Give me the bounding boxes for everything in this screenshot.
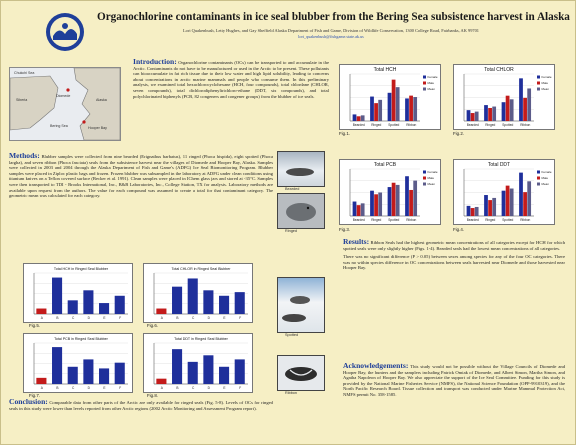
bar: [519, 78, 523, 121]
bar: [392, 80, 396, 121]
bar: [83, 290, 93, 314]
bar: [361, 115, 365, 121]
category-label: C: [72, 386, 75, 390]
category-label: C: [192, 386, 195, 390]
figure-label: Fig.5.: [29, 323, 40, 328]
bar: [203, 290, 213, 314]
figure-label: Fig.7.: [29, 393, 40, 398]
category-label: Ribbon: [520, 123, 531, 127]
chart-ringed-ddt: [143, 333, 253, 393]
figure-label: Fig.6.: [147, 323, 158, 328]
bar: [396, 87, 400, 121]
category-label: F: [239, 386, 242, 390]
category-label: E: [103, 316, 106, 320]
bar: [83, 359, 93, 384]
bar: [219, 296, 229, 314]
category-label: Bearded: [466, 218, 479, 222]
map-label: Alaska: [96, 98, 107, 102]
bar: [392, 183, 396, 216]
figure-label: Fig.1.: [339, 131, 350, 136]
bar: [357, 116, 361, 121]
chart-ringed-hch: [23, 263, 133, 323]
category-label: B: [176, 386, 179, 390]
acknowledgements-section: [343, 363, 565, 398]
legend-label: Male: [541, 81, 549, 85]
category-label: Bearded: [352, 123, 365, 127]
bar: [523, 98, 527, 121]
legend-swatch: [423, 76, 426, 79]
map-label: Bering Sea: [50, 124, 68, 128]
bar: [68, 367, 78, 384]
figure-label: Fig.4.: [453, 227, 464, 232]
map-label: Diomede: [56, 94, 71, 98]
bar: [52, 347, 62, 384]
bar: [475, 207, 479, 216]
category-label: E: [103, 386, 106, 390]
chart-svg: [144, 264, 252, 322]
legend-swatch: [537, 183, 540, 186]
category-label: Ribbon: [406, 218, 417, 222]
chart-title: Total DDT: [487, 162, 511, 168]
study-area-map: [9, 67, 121, 141]
figure-label: Fig.3.: [339, 227, 350, 232]
category-label: D: [207, 316, 210, 320]
results-section: [343, 239, 565, 271]
category-label: C: [192, 316, 195, 320]
chart-title: Total PCB in Ringed Seal Blubber: [54, 337, 108, 341]
bar: [484, 105, 488, 121]
bar: [115, 363, 125, 384]
legend-swatch: [423, 88, 426, 91]
category-label: Ribbon: [520, 218, 531, 222]
photo-caption: Ribbon: [285, 391, 298, 395]
bar: [370, 191, 374, 216]
bar: [374, 194, 378, 216]
legend-swatch: [423, 177, 426, 180]
spotted-seal-photo: [277, 277, 325, 333]
introduction-text: Organochlorine contaminants (OCs) can be transported to and accumulate in the Arctic. Contaminants do not have to be manufactured or used in the Arctic to be present. These pollutants can bioaccumulate in fat rich tissue due to their low water and high lipid solubility, leading to concerns about concentrations in arctic marine mammals and people who consume them. In this preliminary analysis, we examined total hexachlorocyclohexane (HCH, four compounds), total chlordane (CHLOR, seven compounds), total dichlorodiphenyltrichloro-ethane (DDT, six compounds), and total polychlorinated biphenyls (PCB, 82 congeners and congener groups) from the blubber of ice seals.: [133, 60, 329, 99]
map-label: Chukchi Sea: [14, 71, 35, 75]
legend-label: Mean: [541, 182, 550, 186]
category-label: C: [72, 316, 75, 320]
bar: [188, 362, 198, 384]
bar: [396, 185, 400, 216]
results-text: Ribbon Seals had the highest geometric mean concentrations of all categories except for HCH for which spotted seals were only slightly higher (Figs. 1-4). Bearded seals had the lowest mean concentrations of all categories.: [343, 240, 565, 251]
chart-title: Total CHLOR in Ringed Seal Blubber: [171, 267, 231, 271]
category-label: Bearded: [466, 123, 479, 127]
methods-text: Blubber samples were collected from nine bearded (Erignathus barbatus), 11 ringed (Phoca hispida), eight spotted (Phoca largha), and seven ribbon (Phoca fasciata) seals from the subsistence harvest near the villages of Diomede and Hooper Bay, Alaska. Samples were collected in 2003 and 2004 through the Alaska Department of Fish and Game's (ADFG) Ice Seal Biomonitoring Program. Blubber samples were placed in Ziploc plastic bags and frozen. Frozen blubber was subsampled in the laboratory at ADFG under clean conditions using titanium knives on a Teflon covered surface (Becker et al. 1991). Clean samples were placed in IChem glass jars and stored at -35°C. Samples were then transported to TDI - Brooks International, Inc., B&B Laboratories, Inc., College Station, TX for analysis. Laboratory methods are available upon request from the authors. The value for each compound was assumed to create a total for that contaminant category. The geometric mean was calculated for each category.: [9, 154, 273, 199]
results-heading: Results:: [343, 237, 370, 246]
photo-caption: Ringed: [285, 229, 298, 233]
ribbon-seal-photo: [277, 355, 325, 391]
legend-label: Female: [541, 170, 552, 174]
bar: [467, 110, 471, 121]
chart-svg: [454, 160, 554, 224]
legend-swatch: [537, 171, 540, 174]
bar: [388, 187, 392, 216]
legend-label: Female: [541, 75, 552, 79]
bar: [471, 113, 475, 121]
bar: [510, 99, 514, 121]
category-label: A: [160, 316, 163, 320]
figure-label: Fig.8.: [147, 393, 158, 398]
bar: [409, 190, 413, 216]
category-label: A: [40, 386, 43, 390]
chart-svg: [24, 264, 132, 322]
bar: [519, 173, 523, 216]
category-label: D: [87, 316, 90, 320]
chart-title: Total HCH in Ringed Seal Blubber: [53, 267, 109, 271]
category-label: E: [223, 386, 226, 390]
figure-label: Fig.2.: [453, 131, 464, 136]
chart-title: Total HCH: [373, 67, 397, 73]
chart-ringed-pcb: [23, 333, 133, 393]
bar: [475, 112, 479, 121]
bar: [492, 107, 496, 121]
bar: [413, 97, 417, 121]
chart-ringed-chlor: [143, 263, 253, 323]
chart-svg: [340, 65, 440, 129]
legend-label: Mean: [427, 87, 436, 91]
bar: [353, 114, 357, 121]
category-label: Ribbon: [406, 123, 417, 127]
category-label: D: [87, 386, 90, 390]
category-label: D: [207, 386, 210, 390]
bar: [488, 108, 492, 121]
chart-svg: [144, 334, 252, 392]
category-label: Spotted: [388, 218, 400, 222]
bar: [235, 359, 245, 384]
bar: [172, 287, 182, 314]
bar: [172, 349, 182, 384]
legend-swatch: [537, 76, 540, 79]
category-label: B: [176, 316, 179, 320]
legend-label: Female: [427, 75, 438, 79]
bar: [492, 198, 496, 216]
bar: [527, 181, 531, 216]
conclusion-text: Comparable data from other parts of the Arctic are only available for ringed seals (Fig. 5-8). Levels of OCs for ringed seals in this study were lower than levels reported from other Arctic regions (2002 Arctic Monitoring and Assessment Program report).: [9, 400, 273, 411]
chart-title: Total DDT in Ringed Seal Blubber: [174, 337, 228, 341]
introduction-heading: Introduction:: [133, 57, 177, 66]
bar: [467, 206, 471, 216]
authors-line: Lori Quakenbush, Letty Hughes, and Gay Sheffield Alaska Department of Fish and Game, Division of Wildlife Conservation, 1300 College Road, Fairbanks, AK 99701: [183, 28, 479, 33]
legend-label: Mean: [427, 182, 436, 186]
bar: [405, 176, 409, 216]
conclusion-section: [9, 399, 273, 411]
bar: [68, 300, 78, 314]
chart-title: Total PCB: [373, 162, 397, 168]
legend-label: Male: [427, 176, 435, 180]
category-label: Ringed: [371, 218, 382, 222]
map-label: Siberia: [16, 98, 28, 102]
bearded-seal-photo: [277, 151, 325, 187]
legend-swatch: [423, 171, 426, 174]
bar: [115, 296, 125, 314]
category-label: F: [239, 316, 242, 320]
category-label: A: [160, 386, 163, 390]
category-label: F: [119, 386, 122, 390]
adfg-logo-icon: [45, 12, 85, 52]
legend-label: Mean: [541, 87, 550, 91]
chart-total-ddt: [453, 159, 555, 225]
bar: [374, 103, 378, 121]
legend-label: Female: [427, 170, 438, 174]
introduction-section: [133, 59, 329, 99]
bar: [188, 278, 198, 314]
bar: [471, 208, 475, 216]
acknowledgements-heading: Acknowledgements:: [343, 361, 409, 370]
ringed-seal-photo: [277, 193, 325, 229]
chart-title: Total CHLOR: [484, 67, 514, 73]
bar: [361, 203, 365, 216]
bar: [506, 186, 510, 216]
bar: [378, 100, 382, 121]
bar: [502, 102, 506, 121]
bar: [235, 292, 245, 314]
bar: [203, 355, 213, 384]
chart-total-pcb: [339, 159, 441, 225]
bar: [370, 97, 374, 121]
bar: [488, 200, 492, 216]
methods-heading: Methods:: [9, 151, 40, 160]
legend-swatch: [537, 82, 540, 85]
category-label: A: [40, 316, 43, 320]
legend-label: Male: [541, 176, 549, 180]
chart-svg: [454, 65, 554, 129]
bar: [219, 367, 229, 384]
bar: [52, 278, 62, 314]
bar: [409, 96, 413, 121]
photo-caption: Bearded: [285, 187, 300, 191]
acknowledgements-text: This study would not be possible without the Village Councils of Diomede and Hooper Bay, the hunters and the samplers including Patrick Omiak of Diomede, and Albert Simon, Martha Simon, and Agatha Napoleon of Hooper Bay. We also appreciate the support of the Ice Seal Committee. Funding for this study is provided by the National Marine Fisheries Service (NMFS), the National Science Foundation (OPP-9910319), and the North Pacific Research Board. Tissue collection and transport was conducted under Marine Mammal Protection Act, NMFS permit No. 358-1585.: [343, 364, 565, 397]
category-label: Spotted: [388, 123, 400, 127]
category-label: Ringed: [371, 123, 382, 127]
poster-title: Organochlorine contaminants in ice seal blubber from the Bering Sea subsistence harvest in Alaska: [97, 11, 570, 23]
chart-svg: [340, 160, 440, 224]
bar: [36, 378, 46, 384]
category-label: E: [223, 316, 226, 320]
methods-section: [9, 153, 273, 199]
legend-swatch: [423, 183, 426, 186]
chart-svg: [24, 334, 132, 392]
category-label: Ringed: [485, 123, 496, 127]
bar: [36, 309, 46, 314]
category-label: B: [56, 316, 59, 320]
category-label: B: [56, 386, 59, 390]
map-label: Hooper Bay: [88, 126, 107, 130]
bar: [388, 93, 392, 121]
chart-total-hch: [339, 64, 441, 130]
category-label: Spotted: [502, 123, 514, 127]
bar: [405, 98, 409, 121]
conclusion-heading: Conclusion:: [9, 397, 48, 406]
bar: [506, 96, 510, 121]
bar: [378, 193, 382, 217]
legend-swatch: [537, 88, 540, 91]
bar: [99, 303, 109, 314]
contact-email[interactable]: lori_quakenbush@fishgame.state.ak.us: [298, 34, 364, 39]
bar: [413, 181, 417, 216]
bar: [156, 379, 166, 384]
chart-total-chlor: [453, 64, 555, 130]
legend-swatch: [423, 82, 426, 85]
results-text-2: There was no significant difference (P > 0.05) between sexes among species for any of the four OC categories. There was no within species difference in OC concentrations between seals harvested near Diomede and those harvested near Hooper Bay.: [343, 254, 565, 271]
bar: [353, 202, 357, 216]
bar: [510, 189, 514, 216]
bar: [523, 192, 527, 216]
bar: [502, 191, 506, 216]
bar: [484, 195, 488, 216]
category-label: F: [119, 316, 122, 320]
bar: [156, 309, 166, 314]
bar: [527, 88, 531, 121]
bar: [99, 368, 109, 384]
legend-swatch: [537, 177, 540, 180]
category-label: Spotted: [502, 218, 514, 222]
photo-caption: Spotted: [285, 333, 299, 337]
legend-label: Male: [427, 81, 435, 85]
bar: [357, 205, 361, 216]
category-label: Bearded: [352, 218, 365, 222]
category-label: Ringed: [485, 218, 496, 222]
